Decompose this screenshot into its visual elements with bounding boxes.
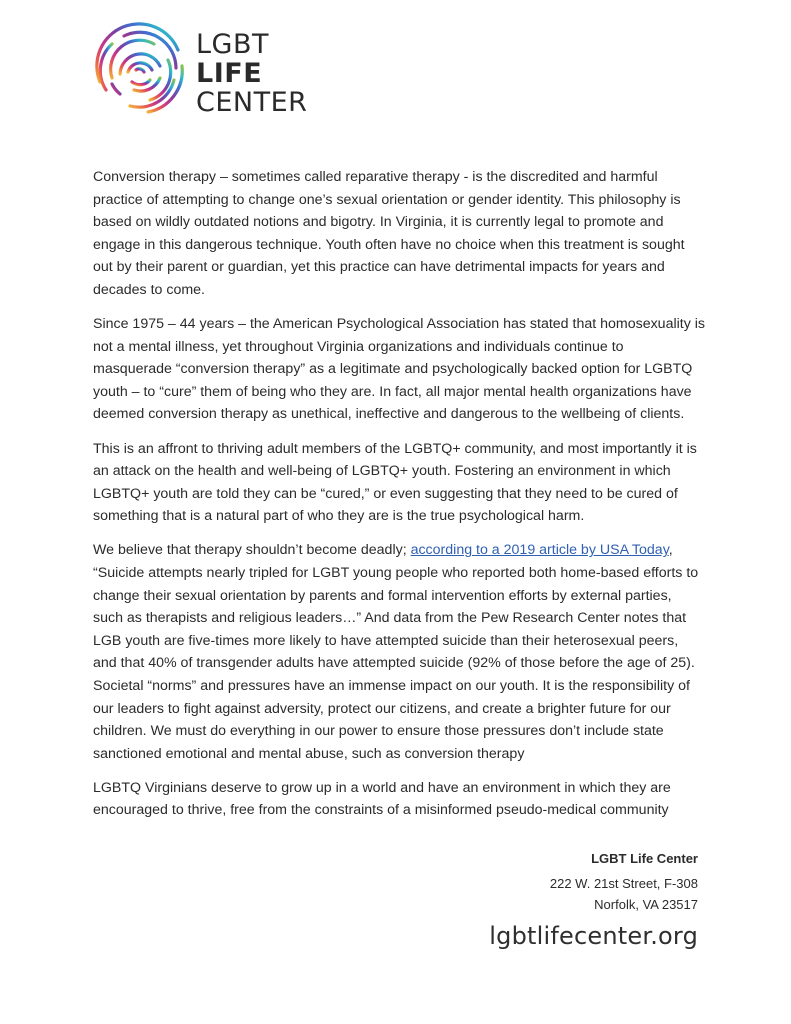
paragraph-2: Since 1975 – 44 years – the American Psychological Association has stated that homosexuality is not a mental illness, yet throughout Virginia organizations and individuals continue to masquerade “conversion therapy” as a legitimate and psychologically backed option for LGBTQ youth – to “cure” them of being who they are. In fact, all major mental health organizations have deemed conversion therapy as unethical, ineffective and dangerous to the wellbeing of clients. (93, 316, 705, 423)
letter-body (93, 166, 705, 834)
paragraph-3: This is an affront to thriving adult members of the LGBTQ+ community, and most importantly it is an attack on the health and well-being of LGBTQ+ youth. Fostering an environment in which LGBTQ+ youth are told they can be “cured,” or even suggesting that they need to be cured of something that is a natural part of who they are is the true psychological harm. (93, 440, 697, 525)
logo-line-3: CENTER (196, 87, 308, 118)
logo (90, 20, 330, 120)
fingerprint-rainbow-icon (90, 20, 190, 120)
usa-today-article-link[interactable]: according to a 2019 article by USA Today (410, 542, 669, 559)
website-url: lgbtlifecenter.org (489, 922, 698, 950)
paragraph-4-intro: We believe that therapy shouldn’t become deadly; (93, 542, 411, 559)
logo-line-1: LGBT (196, 29, 269, 60)
logo-line-2: LIFE (196, 58, 263, 89)
signature-name: LGBT Life Center (591, 851, 698, 866)
paragraph-4 (93, 539, 705, 765)
signature-block (550, 848, 698, 916)
paragraph-1: Conversion therapy – sometimes called reparative therapy - is the discredited and harmful practice of attempting to change one’s sexual orientation or gender identity. This philosophy is based on wildly outdated notions and bigotry. In Virginia, it is currently legal to promote and engage in this dangerous technique. Youth often have no choice when this treatment is sought out by their parent or guardian, yet this practice can have detrimental impacts for years and decades to come. (93, 169, 685, 298)
address-line-1: 222 W. 21st Street, F-308 (549, 875, 698, 891)
logo-wordmark (196, 30, 307, 117)
address-line-2: Norfolk, VA 23517 (594, 897, 698, 912)
paragraph-5: LGBTQ Virginians deserve to grow up in a world and have an environment in which they are encouraged to thrive, free from the constraints of a misinformed pseudo-medical community (93, 779, 671, 819)
paragraph-4-rest: , “Suicide attempts nearly tripled for LGBT young people who reported both home-based efforts to change their sexual orientation by parents and formal intervention efforts by external parties, such as therapists and religious leaders…” And data from the Pew Research Center notes that LGB youth are five-times more likely to have attempted suicide than their heterosexual peers, and that 40% of transgender adults have attempted suicide (92% of those before the age of 25). Societal “norms” and pressures have an immense impact on our youth. It is the responsibility of our leaders to fight against adversity, protect our citizens, and create a brighter future for our children. We must do everything in our power to ensure those pressures don’t include state sanctioned emotional and mental abuse, such as conversion therapy (93, 542, 699, 762)
